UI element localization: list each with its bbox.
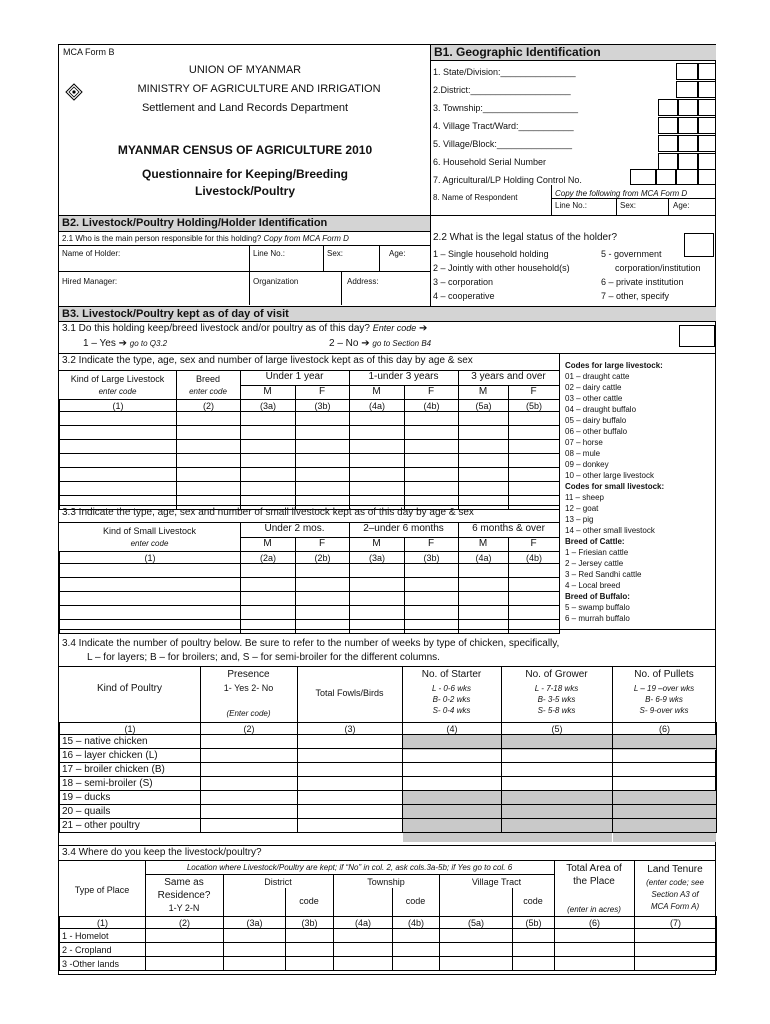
district-code-header: code [299, 896, 319, 906]
starter-l: L - 0-6 wks [432, 684, 471, 693]
holder-line-no-field[interactable]: Line No.: [253, 249, 286, 258]
breed-enter: enter code [189, 387, 227, 396]
grower-header: No. of Grower [525, 669, 588, 680]
sex-m: M [478, 538, 488, 549]
pullets-l: L – 19 –over wks [633, 684, 695, 693]
total-area-header1: Total Area of [566, 863, 622, 874]
b2-q22-label: 2.2 What is the legal status of the holder? [433, 232, 617, 243]
location-table [59, 916, 717, 971]
b1-code-box[interactable] [676, 81, 698, 98]
b3-q33-label: 3.3 Indicate the type, age, sex and number of small livestock kept as of this day by age & sex [62, 507, 474, 518]
b3-q32-label: 3.2 Indicate the type, age, sex and number of large livestock kept as of this day by age & sex [62, 355, 473, 366]
small-livestock-row[interactable] [60, 578, 560, 592]
census-title: MYANMAR CENSUS OF AGRICULTURE 2010 [117, 143, 373, 157]
location-row[interactable] [60, 943, 717, 957]
pullets-s: S- 9-over wks [639, 706, 689, 715]
sex-f: F [530, 386, 537, 397]
code-entry: 06 – other buffalo [565, 427, 628, 436]
sex-f: F [427, 538, 435, 549]
place-type: 1 - Homelot [60, 929, 146, 943]
code-entry: 04 – draught buffalo [565, 405, 637, 414]
country-name: UNION OF MYANMAR [188, 64, 302, 76]
large-livestock-row[interactable] [60, 468, 560, 482]
small-livestock-table [59, 551, 560, 634]
hired-manager-field[interactable]: Hired Manager: [62, 277, 118, 286]
place-type: 2 - Cropland [60, 943, 146, 957]
b3-q31-label: 3.1 Do this holding keep/breed livestock and/or poultry as of this day? Enter code ➔ [62, 323, 428, 334]
poultry-table [59, 722, 717, 833]
age-6over-header: 6 months & over [472, 523, 545, 534]
small-col-label: (4b) [509, 552, 560, 564]
sex-f: F [530, 538, 537, 549]
large-col-label: (4b) [405, 400, 459, 412]
b1-code-box[interactable] [698, 169, 716, 185]
poultry-col-label: (6) [613, 723, 717, 735]
age-3over-header: 3 years and over [471, 371, 546, 382]
small-col-label: (1) [60, 552, 241, 564]
poultry-kind: 21 – other poultry [60, 819, 201, 833]
poultry-q34-line1: 3.4 Indicate the number of poultry below. Be sure to refer to the number of weeks by type of chicken, specifically, [62, 638, 560, 649]
b1-village-block-field[interactable]: 5. Village/Block:_______________ [433, 139, 572, 149]
village-tract-header: Village Tract [471, 877, 522, 887]
b1-code-box[interactable] [698, 153, 716, 170]
residence-yn: 1-Y 2-N [168, 903, 200, 913]
large-livestock-row[interactable] [60, 454, 560, 468]
code-entry: 3 – Red Sandhi cattle [565, 570, 642, 579]
b1-code-box[interactable] [676, 63, 698, 80]
poultry-col-label: (2) [201, 723, 298, 735]
code-entry: 5 – swamp buffalo [565, 603, 630, 612]
b1-code-box[interactable] [676, 169, 698, 185]
residence-header: Residence? [157, 890, 211, 901]
presence-header: Presence [227, 669, 270, 680]
holder-age-field[interactable]: Age: [389, 249, 406, 258]
starter-s: S- 0-4 wks [432, 706, 471, 715]
organization-field[interactable]: Organization [253, 277, 299, 286]
code-entry: 09 – donkey [565, 460, 609, 469]
code-entry: 2 – Jersey cattle [565, 559, 624, 568]
total-area-header2: the Place [573, 876, 615, 887]
land-tenure-note: (enter code; see [646, 878, 704, 887]
large-col-label: (4a) [350, 400, 405, 412]
grower-s: S- 5-8 wks [537, 706, 576, 715]
holder-sex-field[interactable]: Sex: [327, 249, 344, 258]
sex-m: M [372, 386, 381, 397]
b1-code-box[interactable] [678, 135, 698, 152]
poultry-kind: 18 – semi-broiler (S) [60, 777, 201, 791]
code-entry: 07 – horse [565, 438, 603, 447]
b1-code-box[interactable] [678, 153, 698, 170]
township-header: Township [367, 877, 405, 887]
same-as-header: Same as [164, 877, 204, 888]
large-col-label: (5a) [459, 400, 509, 412]
code-entry: 08 – mule [565, 449, 601, 458]
type-place-header: Type of Place [74, 885, 130, 895]
poultry-row[interactable] [60, 791, 717, 805]
legal-status-option: corporation/institution [615, 263, 701, 273]
ministry-name: MINISTRY OF AGRICULTURE AND IRRIGATION [137, 83, 381, 95]
small-col-label: (4a) [459, 552, 509, 564]
b1-title: B1. Geographic Identification [431, 45, 716, 60]
code-entry: 14 – other small livestock [565, 526, 655, 535]
location-title: 3.4 Where do you keep the livestock/poultry? [62, 847, 262, 858]
b1-code-box[interactable] [698, 117, 716, 134]
location-col-label: (7) [635, 917, 717, 929]
b3-q31-no: 2 – No ➔ go to Section B4 [329, 338, 432, 349]
code-entry: 02 – dairy cattle [565, 383, 622, 392]
legal-status-option: 5 - government [601, 249, 662, 259]
presence-options: 1- Yes 2- No [223, 683, 274, 693]
b1-code-box[interactable] [698, 63, 716, 80]
large-kind-header: Kind of Large Livestock [70, 374, 165, 384]
b1-village-tract-field[interactable]: 4. Village Tract/Ward:___________ [433, 121, 574, 131]
b1-code-box[interactable] [698, 99, 716, 116]
sex-f: F [318, 386, 326, 397]
small-col-label: (3a) [350, 552, 405, 564]
b1-sex[interactable]: Sex: [620, 201, 637, 210]
sex-m: M [478, 386, 488, 397]
code-entry: 01 – draught catte [565, 372, 630, 381]
legal-status-option: 3 – corporation [433, 277, 494, 287]
small-livestock-row[interactable] [60, 564, 560, 578]
code-entry: 10 – other large livestock [565, 471, 654, 480]
age-2to6-header: 2–under 6 months [363, 523, 444, 534]
b1-code-box[interactable] [698, 135, 716, 152]
poultry-row[interactable] [60, 749, 717, 763]
large-livestock-row[interactable] [60, 426, 560, 440]
legal-status-option: 4 – cooperative [433, 291, 495, 301]
pullets-header: No. of Pullets [634, 669, 694, 680]
b2-q21-label: 2.1 Who is the main person responsible for this holding? Copy from MCA Form D [62, 234, 349, 243]
age-1to3-header: 1-under 3 years [368, 371, 439, 382]
poultry-kind: 20 – quails [60, 805, 201, 819]
location-col-label: (4b) [393, 917, 440, 929]
location-col-label: (4a) [334, 917, 393, 929]
total-area-acres: (enter in acres) [567, 905, 621, 914]
small-livestock-row[interactable] [60, 592, 560, 606]
location-row[interactable] [60, 929, 717, 943]
b1-age[interactable]: Age: [673, 201, 690, 210]
poultry-kind: 17 – broiler chicken (B) [60, 763, 201, 777]
poultry-kind: 19 – ducks [60, 791, 201, 805]
b1-holding-control-label: 7. Agricultural/LP Holding Control No. [433, 175, 582, 185]
location-col-label: (5b) [513, 917, 555, 929]
poultry-col-label: (5) [502, 723, 613, 735]
starter-b: B- 0-2 wks [432, 695, 471, 704]
census-form [58, 44, 716, 975]
place-type: 3 -Other lands [60, 957, 146, 971]
government-emblem-icon [65, 83, 83, 101]
b1-township-field[interactable]: 3. Township:___________________ [433, 103, 578, 113]
b1-district-field[interactable]: 2.District:____________________ [433, 85, 571, 95]
b1-household-serial-label: 6. Household Serial Number [433, 157, 547, 167]
large-col-label: (1) [60, 400, 177, 412]
location-col-label: (3a) [224, 917, 286, 929]
large-livestock-table [59, 399, 560, 510]
starter-header: No. of Starter [421, 669, 482, 680]
code-entry: 13 – pig [565, 515, 594, 524]
poultry-kind: 15 – native chicken [60, 735, 201, 749]
poultry-col-label: (4) [403, 723, 502, 735]
large-col-label: (3b) [296, 400, 350, 412]
sex-f: F [427, 386, 435, 397]
location-col-label: (1) [60, 917, 146, 929]
codes-cattle-title: Breed of Cattle: [565, 537, 625, 546]
legal-status-option: 6 – private institution [601, 277, 684, 287]
location-col-label: (5a) [440, 917, 513, 929]
poultry-q34-line2: L – for layers; B – for broilers; and, S – for semi-broiler for the different columns. [87, 652, 440, 663]
questionnaire-title-line2: Livestock/Poultry [194, 184, 296, 198]
holder-name-field[interactable]: Name of Holder: [62, 249, 121, 258]
code-entry: 11 – sheep [565, 493, 604, 502]
codes-large-title: Codes for large livestock: [565, 361, 663, 370]
sex-m: M [372, 538, 381, 549]
location-col-label: (6) [555, 917, 635, 929]
b1-code-box[interactable] [658, 135, 678, 152]
village-code-header: code [523, 896, 543, 906]
b1-respondent-label: 8. Name of Respondent [433, 193, 518, 202]
b1-code-box[interactable] [630, 169, 656, 185]
poultry-kind-header: Kind of Poultry [96, 683, 163, 694]
codes-small-title: Codes for small livestock: [565, 482, 665, 491]
large-col-label: (5b) [509, 400, 560, 412]
poultry-col-label: (3) [298, 723, 403, 735]
code-entry: 1 – Friesian cattle [565, 548, 629, 557]
land-tenure-header: Land Tenure [647, 864, 703, 875]
questionnaire-title-line1: Questionnaire for Keeping/Breeding [141, 167, 349, 181]
grower-l: L - 7-18 wks [534, 684, 579, 693]
sex-m: M [263, 538, 272, 549]
codes-buffalo-title: Breed of Buffalo: [565, 592, 630, 601]
location-col-label: (3b) [286, 917, 334, 929]
b1-state-field[interactable]: 1. State/Division:_______________ [433, 67, 576, 77]
legal-status-option: 7 – other, specify [601, 291, 670, 301]
total-fowls-header: Total Fowls/Birds [315, 688, 384, 698]
b1-code-box[interactable] [658, 153, 678, 170]
sex-f: F [318, 538, 326, 549]
b3-q31-yes: 1 – Yes ➔ go to Q3.2 [83, 338, 168, 349]
code-entry: 4 – Local breed [565, 581, 621, 590]
presence-enter-code: (Enter code) [226, 709, 271, 718]
poultry-row[interactable] [60, 777, 717, 791]
legal-status-code-box[interactable] [684, 233, 714, 257]
location-col-label: (2) [146, 917, 224, 929]
large-livestock-row[interactable] [60, 482, 560, 496]
department-name: Settlement and Land Records Department [141, 102, 349, 114]
township-code-header: code [405, 896, 426, 906]
poultry-row[interactable] [60, 763, 717, 777]
poultry-col-label: (1) [60, 723, 201, 735]
small-col-label: (3b) [405, 552, 459, 564]
legal-status-option: 1 – Single household holding [433, 249, 549, 259]
code-entry: 6 – murrah buffalo [565, 614, 630, 623]
small-kind-enter: enter code [130, 539, 169, 548]
sex-m: M [263, 386, 272, 397]
small-livestock-row[interactable] [60, 620, 560, 634]
poultry-row[interactable] [60, 805, 717, 819]
large-livestock-row[interactable] [60, 412, 560, 426]
large-livestock-row[interactable] [60, 440, 560, 454]
address-field[interactable]: Address: [347, 277, 379, 286]
age-under1-header: Under 1 year [265, 371, 324, 382]
breed-header: Breed [195, 374, 221, 384]
legal-status-option: 2 – Jointly with other household(s) [433, 263, 570, 273]
code-entry: 05 – dairy buffalo [565, 416, 627, 425]
b2-title: B2. Livestock/Poultry Holding/Holder Identification [59, 216, 430, 231]
large-kind-enter: enter code [98, 387, 137, 396]
land-tenure-note: Section A3 of [651, 890, 699, 899]
age-under2-header: Under 2 mos. [264, 523, 325, 534]
poultry-row[interactable] [60, 819, 717, 833]
b1-code-box[interactable] [658, 117, 678, 134]
code-entry: 03 – other cattle [565, 394, 623, 403]
b1-code-box[interactable] [678, 117, 698, 134]
q31-code-box[interactable] [679, 325, 715, 347]
small-col-label: (2b) [296, 552, 350, 564]
small-livestock-row[interactable] [60, 606, 560, 620]
location-row[interactable] [60, 957, 717, 971]
b1-code-box[interactable] [656, 169, 676, 185]
b1-line-no[interactable]: Line No.: [555, 201, 588, 210]
b1-copy-note: Copy the following from MCA Form D [555, 189, 688, 198]
b1-code-box[interactable] [678, 99, 698, 116]
land-tenure-note: MCA Form A) [650, 902, 700, 911]
poultry-row[interactable] [60, 735, 717, 749]
b1-code-box[interactable] [698, 81, 716, 98]
large-col-label: (2) [177, 400, 241, 412]
b3-title: B3. Livestock/Poultry kept as of day of visit [59, 307, 716, 321]
b1-code-box[interactable] [658, 99, 678, 116]
code-entry: 12 – goat [565, 504, 599, 513]
pullets-b: B- 6-9 wks [645, 695, 683, 704]
large-col-label: (3a) [241, 400, 296, 412]
district-header: District [264, 877, 292, 887]
grower-b: B- 3-5 wks [537, 695, 576, 704]
small-kind-header: Kind of Small Livestock [102, 526, 197, 536]
poultry-kind: 16 – layer chicken (L) [60, 749, 201, 763]
location-note: Location where Livestock/Poultry are kept; if “No” in col. 2, ask cols.3a-5b; if Yes go to col. 6 [186, 863, 513, 872]
form-id: MCA Form B [63, 47, 115, 57]
small-col-label: (2a) [241, 552, 296, 564]
